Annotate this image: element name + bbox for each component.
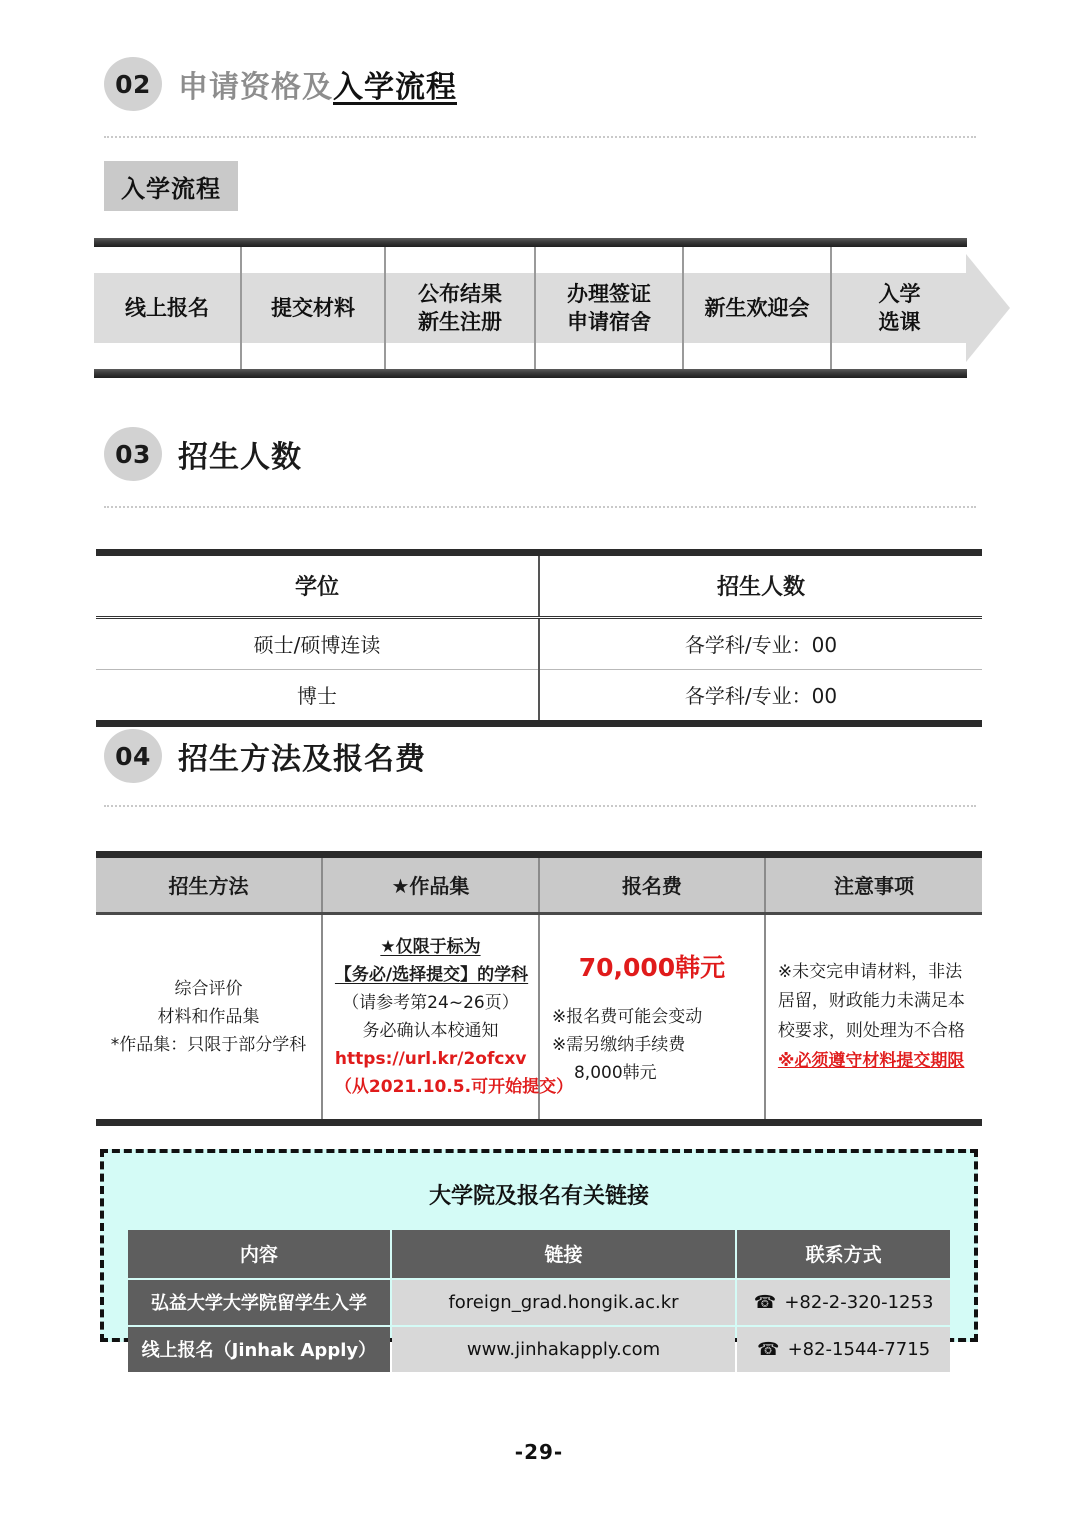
flow-step-4-line2: 申请宿舍 — [567, 310, 651, 334]
section-02-header — [104, 57, 457, 111]
notes-warning: ※必须遵守材料提交期限 — [777, 1050, 965, 1071]
flow-step-6 — [832, 247, 967, 369]
portfolio-cell — [322, 914, 574, 1123]
notes-text: ※未交完申请材料，非法居留，财政能力未满足本校要求，则处理为不合格 — [777, 961, 965, 1042]
related-links-title: 大学院及报名有关链接 — [428, 1184, 649, 1209]
flow-step-4-line1: 办理签证 — [567, 281, 651, 306]
table-header-row — [96, 855, 982, 914]
fee-col-header: 报名费 — [539, 855, 765, 914]
phone-icon: ☎ — [753, 1291, 777, 1313]
fee-amount: 70,000韩元 — [578, 953, 726, 983]
flow-step-2 — [242, 247, 386, 369]
link-row-2-url[interactable]: www.jinhakapply.com — [392, 1327, 736, 1372]
flow-step-5-line1: 新生欢迎会 — [704, 295, 810, 320]
table-row — [96, 670, 982, 724]
phone-icon: ☎ — [757, 1338, 780, 1360]
admission-count-table — [96, 549, 982, 727]
flow-chip-label: 入学流程 — [104, 161, 238, 211]
fee-note-3: 8,000韩元 — [573, 1062, 657, 1083]
table-row — [128, 1280, 950, 1325]
flow-step-6-line2: 选课 — [878, 310, 921, 334]
section-02-title-strong: 入学流程 — [333, 70, 457, 105]
flow-top-bar — [94, 238, 967, 247]
count-row-2-degree: 博士 — [96, 670, 539, 724]
portfolio-line-6: （从2021.10.5.可开始提交） — [334, 1077, 574, 1098]
link-row-2-content: 线上报名（Jinhak Apply） — [128, 1327, 390, 1372]
divider-section-03 — [104, 506, 976, 508]
flow-step-3 — [386, 247, 536, 369]
link-row-1-contact — [737, 1280, 950, 1325]
portfolio-line-2: 【务必/选择提交】的学科 — [334, 965, 529, 986]
count-row-1-quota: 各学科/专业：00 — [539, 618, 982, 670]
flow-step-3-line1: 公布结果 — [418, 281, 502, 306]
notes-cell — [765, 914, 982, 1123]
flow-bottom-bar — [94, 369, 967, 378]
link-col-link-header: 链接 — [392, 1230, 736, 1278]
count-col-quota-header: 招生人数 — [539, 553, 982, 618]
flow-step-1-line1: 线上报名 — [125, 295, 209, 320]
portfolio-line-3: （请参考第24~26页） — [342, 993, 519, 1014]
link-row-2-contact — [737, 1327, 950, 1372]
flow-steps — [94, 247, 967, 369]
related-links-box — [100, 1149, 978, 1361]
section-02-title-muted: 申请资格及 — [178, 70, 333, 105]
portfolio-line-4: 务必确认本校通知 — [362, 1021, 499, 1042]
method-line-1: 综合评价 — [174, 979, 243, 1000]
section-02-title — [178, 62, 457, 106]
link-col-content-header: 内容 — [128, 1230, 390, 1278]
table-header-row — [128, 1230, 950, 1278]
flow-step-4 — [536, 247, 684, 369]
page-number: -29- — [514, 1440, 564, 1464]
admission-flow-diagram — [94, 238, 1009, 378]
flow-step-3-line2: 新生注册 — [418, 310, 502, 334]
section-04-header — [104, 729, 426, 783]
admission-method-fee-table — [96, 851, 982, 1126]
related-links-table — [126, 1228, 952, 1374]
portfolio-url-link[interactable]: https://url.kr/2ofcxv — [334, 1049, 527, 1070]
section-02-badge: 02 — [104, 57, 162, 111]
link-row-1-phone: +82-2-320-1253 — [784, 1291, 934, 1313]
fee-note-2: ※需另缴纳手续费 — [551, 1034, 686, 1055]
portfolio-col-header: ★作品集 — [322, 855, 539, 914]
section-03-title: 招生人数 — [178, 440, 302, 475]
method-line-3: *作品集：只限于部分学科 — [110, 1035, 307, 1056]
count-row-2-quota: 各学科/专业：00 — [684, 684, 838, 708]
divider-section-04 — [104, 805, 976, 807]
link-row-1-url[interactable]: foreign_grad.hongik.ac.kr — [392, 1280, 736, 1325]
flow-step-1 — [94, 247, 242, 369]
link-col-contact-header: 联系方式 — [737, 1230, 950, 1278]
table-row — [128, 1327, 950, 1372]
section-03-badge: 03 — [104, 427, 162, 481]
flow-arrow-head-icon — [966, 254, 1010, 362]
link-row-2-phone: +82-1544-7715 — [787, 1338, 931, 1360]
portfolio-line-1: ★仅限于标为 — [380, 937, 481, 957]
section-03-header — [104, 427, 302, 481]
fee-note-1: ※报名费可能会变动 — [551, 1006, 703, 1027]
method-col-header: 招生方法 — [96, 855, 322, 914]
divider-section-02 — [104, 136, 976, 138]
table-row — [96, 914, 982, 1123]
section-04-badge: 04 — [104, 729, 162, 783]
notes-col-header: 注意事项 — [765, 855, 982, 914]
table-row — [96, 618, 982, 670]
method-line-2: 材料和作品集 — [157, 1007, 260, 1028]
flow-step-2-line1: 提交材料 — [271, 295, 355, 320]
count-row-1-degree: 硕士/硕博连读 — [96, 618, 539, 670]
count-col-degree-header: 学位 — [96, 553, 539, 618]
section-04-title: 招生方法及报名费 — [178, 742, 426, 777]
table-header-row — [96, 553, 982, 618]
flow-step-5 — [684, 247, 832, 369]
method-cell — [96, 914, 322, 1123]
link-row-1-content: 弘益大学大学院留学生入学 — [128, 1280, 390, 1325]
flow-step-6-line1: 入学 — [878, 281, 921, 306]
